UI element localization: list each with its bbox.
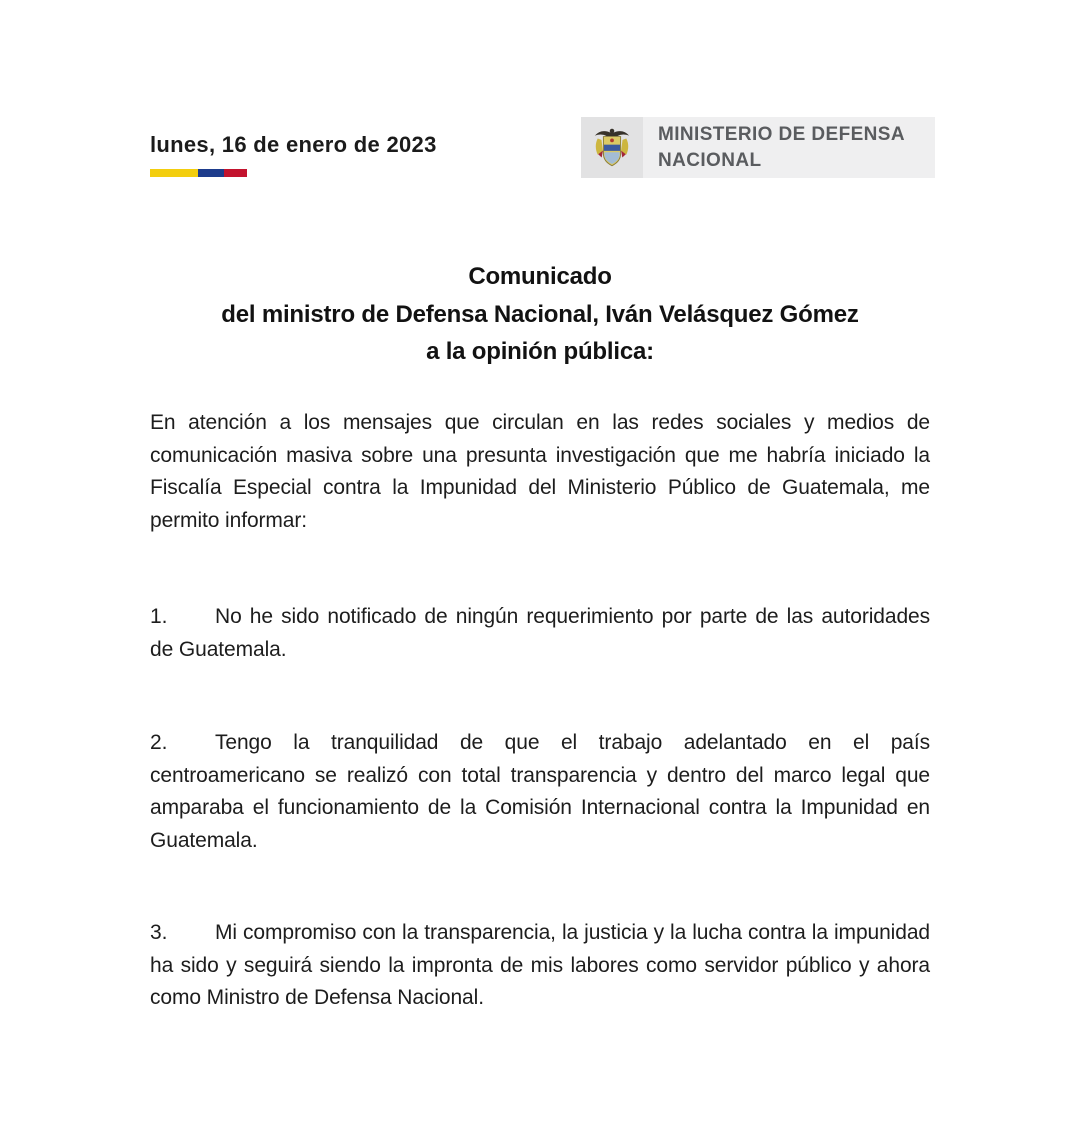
communique-title [0,258,1080,371]
numbered-item-3 [150,917,930,1015]
ministry-name-line1: MINISTERIO DE DEFENSA [658,123,905,145]
flag-yellow-segment [150,169,198,177]
flag-blue-segment [198,169,224,177]
item-3-number: 3. [150,921,168,944]
colombia-flag-bar [150,169,247,177]
flag-red-segment [224,169,247,177]
item-2-number: 2. [150,731,168,754]
ministry-logo [581,117,935,178]
numbered-item-1 [150,601,930,666]
document-date: lunes, 16 de enero de 2023 [150,132,437,157]
numbered-item-2 [150,727,930,857]
item-1-text: No he sido notificado de ningún requerimiento por parte de las autoridades de Guatemala. [150,605,930,661]
intro-paragraph: En atención a los mensajes que circulan en las redes sociales y medios de comunicación masiva sobre una presunta investigación que me habría iniciado la Fiscalía Especial contra la Impunidad del Ministerio Público de Guatemala, me permito informar: [150,411,930,532]
ministry-name [643,122,905,174]
item-1-number: 1. [150,605,168,628]
title-line3: a la opinión pública: [426,338,654,365]
colombia-coat-of-arms-icon [581,117,643,178]
item-3-text: Mi compromiso con la transparencia, la justicia y la lucha contra la impunidad ha sido y seguirá siendo la impronta de mis labores como servidor público y ahora como Ministro de Defensa Nacional. [150,921,930,1009]
title-line1: Comunicado [468,263,612,290]
item-2-text: Tengo la tranquilidad de que el trabajo adelantado en el país centroamericano se realizó con total transparencia y dentro del marco legal que amparaba el funcionamiento de la Comisión Internacional contra la Impunidad en Guatemala. [150,731,930,852]
ministry-name-line2: NACIONAL [658,149,762,171]
title-line2: del ministro de Defensa Nacional, Iván Velásquez Gómez [221,300,859,328]
